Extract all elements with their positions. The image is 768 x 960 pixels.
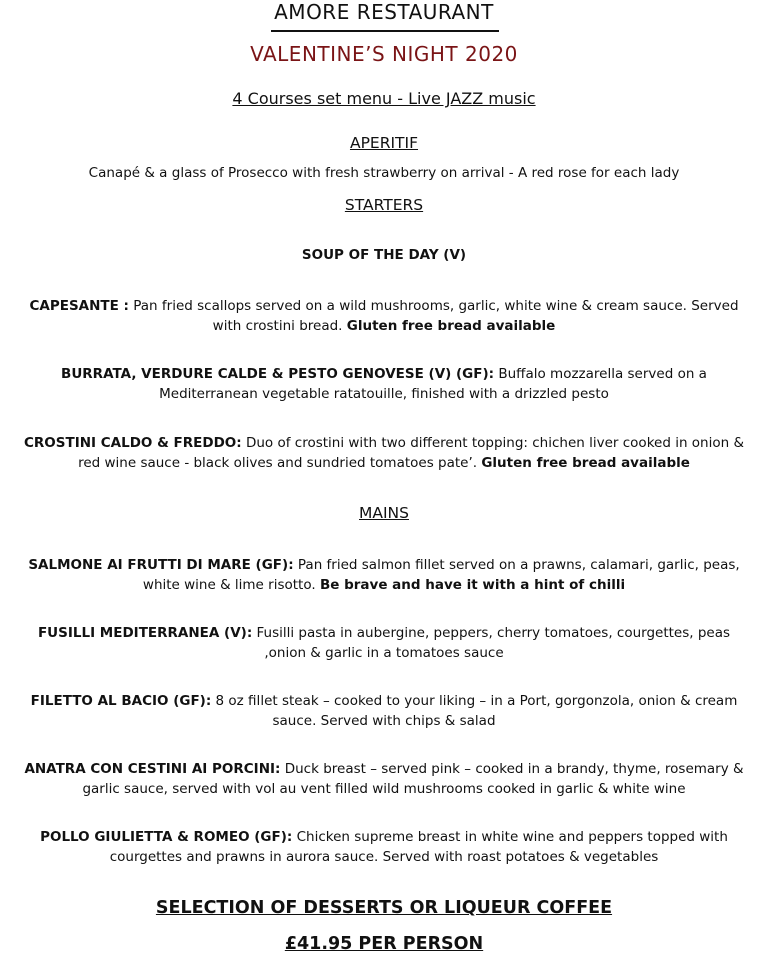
dish-note: Gluten free bread available xyxy=(346,318,556,334)
menu-subtitle: 4 Courses set menu - Live JAZZ music xyxy=(232,89,536,108)
dish-description: Duck breast – served pink – cooked in a brandy, thyme, rosemary & garlic sauce, served with vol au vent filled wild mushrooms cooked in garlic & white wine xyxy=(82,761,744,797)
dish-description: Duo of crostini with two different topping: chichen liver cooked in onion & red wine sauce - black olives and sundried tomatoes pate’. xyxy=(78,435,744,471)
mains-heading: MAINS xyxy=(359,504,409,522)
aperitif-heading: APERITIF xyxy=(349,134,419,152)
title-divider xyxy=(271,30,499,32)
menu-item xyxy=(20,827,748,867)
dish-name: POLLO GIULIETTA & ROMEO (GF): xyxy=(40,829,293,845)
dish-name: SALMONE AI FRUTTI DI MARE (GF): xyxy=(28,557,294,573)
soup-of-the-day: SOUP OF THE DAY (V) xyxy=(301,247,467,263)
aperitif-description: Canapé & a glass of Prosecco with fresh strawberry on arrival - A red rose for each lady xyxy=(88,165,680,181)
restaurant-name: AMORE RESTAURANT xyxy=(274,0,494,24)
menu-item xyxy=(20,364,748,404)
dish-description: Chicken supreme breast in white wine and peppers topped with courgettes and prawns in aurora sauce. Served with roast potatoes & vegetables xyxy=(109,829,728,865)
dish-description: Pan fried scallops served on a wild mushrooms, garlic, white wine & cream sauce. Served with crostini bread. xyxy=(128,298,739,334)
desserts-line: SELECTION OF DESSERTS OR LIQUEUR COFFEE xyxy=(155,898,613,918)
price-per-person: £41.95 PER PERSON xyxy=(284,934,484,954)
menu-item xyxy=(20,623,748,663)
dish-name: ANATRA CON CESTINI AI PORCINI: xyxy=(24,761,281,777)
dish-name: FILETTO AL BACIO (GF): xyxy=(30,693,212,709)
dish-description: 8 oz fillet steak – cooked to your liking – in a Port, gorgonzola, onion & cream sauce. Served with chips & salad xyxy=(211,693,738,729)
dish-name: FUSILLI MEDITERRANEA (V): xyxy=(37,625,253,641)
dish-name: CAPESANTE : xyxy=(29,298,129,314)
menu-item xyxy=(20,433,748,473)
dish-description: Pan fried salmon fillet served on a prawns, calamari, garlic, peas, white wine & lime risotto. xyxy=(142,557,740,593)
menu-item xyxy=(20,555,748,595)
event-title: VALENTINE’S NIGHT 2020 xyxy=(250,42,518,66)
menu-item xyxy=(20,296,748,336)
menu-item xyxy=(20,759,748,799)
menu-item xyxy=(20,691,748,731)
dish-description: Fusilli pasta in aubergine, peppers, cherry tomatoes, courgettes, peas ,onion & garlic in a tomatoes sauce xyxy=(252,625,731,661)
dish-note: Gluten free bread available xyxy=(481,455,690,471)
dish-description: Buffalo mozzarella served on a Mediterranean vegetable ratatouille, finished with a drizzled pesto xyxy=(159,366,707,402)
dish-name: BURRATA, VERDURE CALDE & PESTO GENOVESE (V) (GF): xyxy=(61,366,495,382)
dish-name: CROSTINI CALDO & FREDDO: xyxy=(23,435,242,451)
dish-note: Be brave and have it with a hint of chilli xyxy=(319,577,626,593)
starters-heading: STARTERS xyxy=(344,196,424,214)
